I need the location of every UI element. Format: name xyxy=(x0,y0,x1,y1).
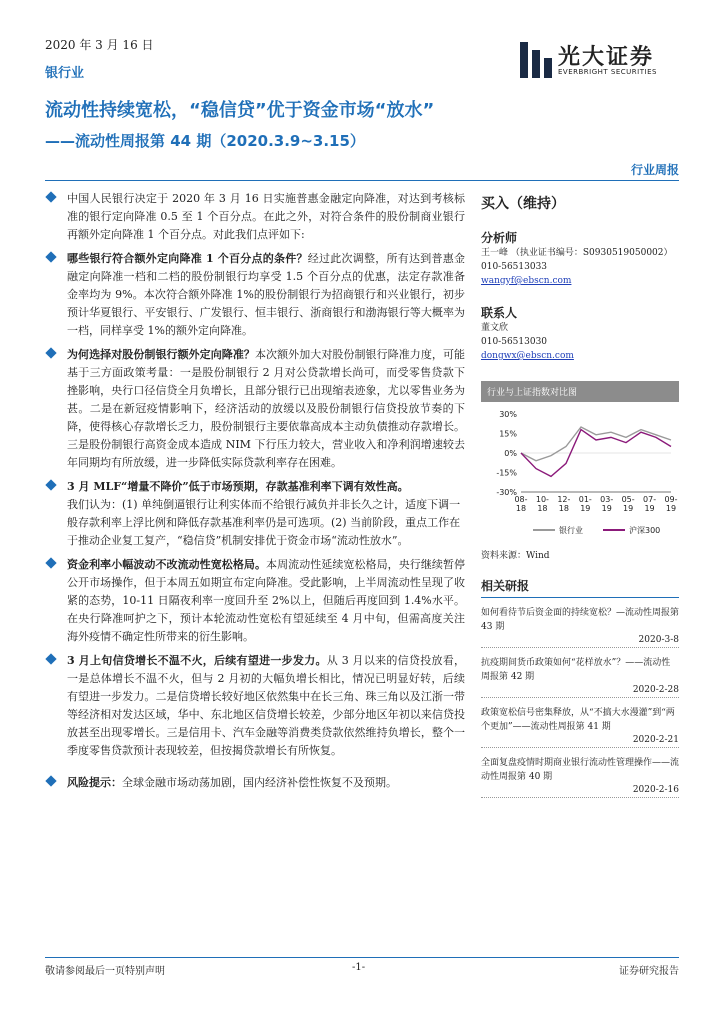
bullet-heading: 风险提示： xyxy=(67,776,122,789)
comparison-chart xyxy=(481,381,679,561)
x-tick-label: 19 xyxy=(665,504,677,513)
related-date: 2020-2-16 xyxy=(481,784,679,798)
bullet-heading: 3 月 MLF“增量不降价”低于市场预期，存款基准利率下调有效性高。 xyxy=(67,480,409,493)
footer-divider xyxy=(45,957,679,958)
main-column xyxy=(45,190,465,798)
header-divider xyxy=(45,180,679,181)
page-number: -1- xyxy=(352,962,366,973)
x-tick-label: 18 xyxy=(537,504,548,513)
bullet-heading: 3 月上旬信贷增长不温不火，后续有望进一步发力。 xyxy=(67,654,327,667)
y-tick-label: 15% xyxy=(499,429,517,439)
bullet-heading: 哪些银行符合额外定向降准 1 个百分点的条件？ xyxy=(67,252,308,265)
bullet-item xyxy=(45,652,465,760)
x-tick-label: 05- xyxy=(621,495,635,504)
legend-label: 沪深300 xyxy=(629,526,661,535)
bullet-text: 本次额外加大对股份制银行降准力度，可能基于三方面政策考量：一是股份制银行 2 月对公贷款增长尚可，而受零售贷款下挫影响，央行口径信贷全月负增长，且部分银行已出现缩表迹象，尤以零售业务为甚。二是在新冠疫情影响下，经济活动的放缓以及股份制银行信贷投放节奏的下降，使得核心存款增长乏力，股份制银行主要依靠高成本主动负债推动存款增长。三是股份制银行高资金成本造成 NIM 下行压力较大，营业收入和净利润增速较去年同期均有所放缓，进一步降低实际贷款利率存在困难。 xyxy=(67,348,466,469)
analyst-name: 王一峰 xyxy=(481,248,509,258)
sidebar xyxy=(481,190,679,798)
contact-heading: 联系人 xyxy=(481,306,518,320)
footer-disclaimer: 敬请参阅最后一页特别声明 xyxy=(45,966,165,977)
bullet-heading: 为何选择对股份制银行额外定向降准？ xyxy=(67,348,255,361)
sector-label: 银行业 xyxy=(45,66,85,81)
related-item[interactable]: 如何看待节后资金面的持续宽松？—流动性周报第 43 期 xyxy=(481,608,680,632)
x-tick-label: 19 xyxy=(580,504,591,513)
x-tick-label: 07- xyxy=(643,495,657,504)
diamond-bullet-icon xyxy=(45,653,56,664)
diamond-bullet-icon xyxy=(45,347,56,358)
logo-text-cn: 光大证券 xyxy=(558,45,655,70)
analyst-info xyxy=(481,246,679,260)
related-date: 2020-2-28 xyxy=(481,684,679,698)
x-tick-label: 10- xyxy=(535,495,549,504)
x-tick-label: 03- xyxy=(600,495,614,504)
bullet-item xyxy=(45,556,465,646)
related-heading: 相关研报 xyxy=(481,577,679,598)
contact-name: 董文欣 xyxy=(481,323,509,333)
bullet-text: 从 3 月以来的信贷投放看，一是总体增长不温不火，但与 2 月初的大幅负增长相比，情况已明显好转，后续有望进一步发力。二是信贷增长较好地区依然集中在长三角、珠三角以及江浙一带等经济相对发达区域，华中、东北地区信贷增长较差，少部分地区年初以来信贷投放甚至出现零增长。三是信用卡、汽车金融等消费类贷款依然维持负增长，整个一季度零售贷款预计表现较差，但按揭贷款增长有所恢复。 xyxy=(67,654,466,757)
report-type-tag: 行业周报 xyxy=(630,163,679,177)
related-date: 2020-3-8 xyxy=(481,634,679,648)
related-date: 2020-2-21 xyxy=(481,734,679,748)
bullet-item xyxy=(45,774,465,792)
footer-report-type: 证券研究报告 xyxy=(619,966,679,977)
chart-svg xyxy=(481,402,679,542)
chart-source: 资料来源：Wind xyxy=(481,551,550,561)
y-tick-label: 30% xyxy=(499,410,517,419)
related-item[interactable]: 全面复盘疫情时期商业银行流动性管理操作——流动性周报第 40 期 xyxy=(481,758,680,782)
related-item[interactable]: 政策宽松信号密集释放，从“不搞大水漫灌”到“两个更加”——流动性周报第 41 期 xyxy=(481,708,675,732)
bullet-heading: 资金利率小幅波动不改流动性宽松格局。 xyxy=(67,558,267,571)
bullet-text: 中国人民银行决定于 2020 年 3 月 16 日实施普惠金融定向降准，对达到考核标准的银行定向降准 0.5 至 1 个百分点。在此之外，对符合条件的股份制商业银行再额外定向降准 1 个百分点。对此我们点评如下: xyxy=(67,192,465,241)
analyst-cert: （执业证书编号：S0930519050002） xyxy=(510,248,673,258)
x-tick-label: 18 xyxy=(558,504,569,513)
bullet-item xyxy=(45,478,465,496)
analyst-heading: 分析师 xyxy=(481,231,518,245)
logo-text-en: EVERBRIGHT SECURITIES xyxy=(558,68,657,76)
diamond-bullet-icon xyxy=(45,251,56,262)
chart-title: 行业与上证指数对比图 xyxy=(481,381,679,402)
x-tick-label: 19 xyxy=(623,504,634,513)
contact-email-link[interactable]: dongwx@ebscn.com xyxy=(481,351,574,361)
x-tick-label: 09- xyxy=(664,495,678,504)
bullet-item xyxy=(45,190,465,244)
contact-phone: 010-56513030 xyxy=(481,337,548,347)
y-tick-label: -15% xyxy=(496,468,517,478)
analyst-email-link[interactable]: wangyf@ebscn.com xyxy=(481,276,572,286)
x-tick-label: 19 xyxy=(601,504,612,513)
bullet-text: 全球金融市场动荡加剧，国内经济补偿性恢复不及预期。 xyxy=(122,776,397,789)
logo-mark-icon xyxy=(518,40,554,80)
series-line xyxy=(521,427,671,461)
x-tick-label: 18 xyxy=(515,504,527,513)
bullet-item xyxy=(45,250,465,340)
page-title: 流动性持续宽松，“稳信贷”优于资金市场“放水” xyxy=(45,100,435,121)
bullet-text: 本周流动性延续宽松格局，央行继续暂停公开市场操作，但于本周五如期宣布定向降准。受此影响，上半周流动性呈现了收紧的态势，10-11 日隔夜利率一度回升至 2%以上，但随后再度回到 1.4%水平。在央行降准呵护之下，预计本轮流动性宽松有望延续至 4 月中旬，但需高度关注海外疫情不确定性所带来的衍生影响。 xyxy=(67,558,466,643)
report-date: 2020 年 3 月 16 日 xyxy=(45,38,154,52)
x-tick-label: 08- xyxy=(514,495,528,504)
x-tick-label: 19 xyxy=(644,504,655,513)
y-tick-label: -30% xyxy=(496,488,517,497)
paragraph: 我们认为：(1) 单纯倒逼银行让利实体而不给银行减负并非长久之计，适度下调一般存款利率上浮比例和降低存款基准利率仍是可选项。(2) 当前阶段，重点工作在于推动企业复工复产，“稳信贷”机制安排优于资金市场“流动性放水”。 xyxy=(67,498,461,547)
logo xyxy=(518,40,688,80)
bullet-item xyxy=(45,346,465,472)
legend-label: 银行业 xyxy=(559,526,583,535)
related-list xyxy=(481,606,679,798)
diamond-bullet-icon xyxy=(45,191,56,202)
page-subtitle: ——流动性周报第 44 期（2020.3.9~3.15） xyxy=(45,132,365,150)
diamond-bullet-icon xyxy=(45,479,56,490)
diamond-bullet-icon xyxy=(45,557,56,568)
y-tick-label: 0% xyxy=(504,449,517,458)
analyst-phone: 010-56513033 xyxy=(481,262,548,272)
related-item[interactable]: 抗疫期间货币政策如何“花样放水”？——流动性周报第 42 期 xyxy=(481,658,671,682)
bullet-text: 经过此次调整，所有达到普惠金融定向降准一档和二档的股份制银行均享受 1.5 个百分点的优惠，法定存款准备金率均为 9%。本次符合额外降准 1%的股份制银行为招商银行和兴业银行，初步预计华夏银行、平安银行、广发银行、恒丰银行、浙商银行和渤海银行等大概率为一档，同样享受 1%的额外定向降准。 xyxy=(67,252,466,337)
diamond-bullet-icon xyxy=(45,775,56,786)
x-tick-label: 12- xyxy=(557,495,571,504)
x-tick-label: 01- xyxy=(578,495,592,504)
rating: 买入（维持） xyxy=(481,196,565,212)
